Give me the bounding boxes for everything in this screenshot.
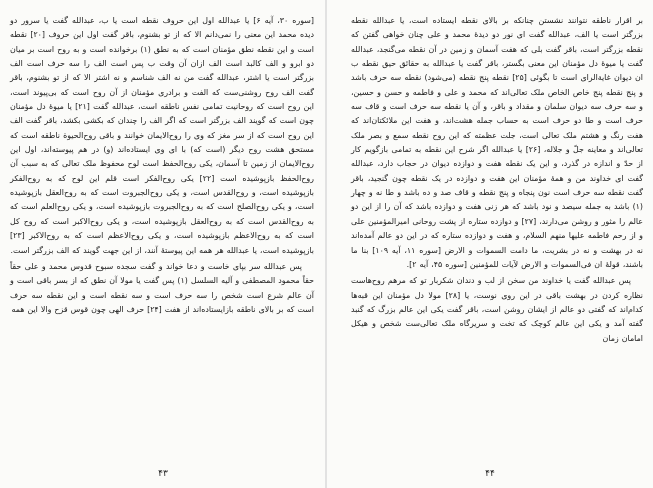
page-number: ۴۴ xyxy=(485,469,495,479)
paragraph: [سوره ۳۰، آیه ۶] یا عبدالله اول این حروف نقطه است یا ب، عبدالله گفت یا سرور دو دیده محمد این معنی را نمی‌دانم الا که از تو بشنوم، باقر گفت اول این حروف [۲۰] نقطه است و این نقطه نطق مؤمنان است که به نطق (۱) برخوانده است و به روح است بر میان دو ابرو و الف کالبد است الف ازان آن وقت ب پس است الف را سه حرف است الف بزرگتر است یا اشتر، عبدالله گفت من نه الف شناسم و نه اشتر الا که از تو بشنوم، باقر گفت الف روح روشنی‌ست که الفت و برادری مؤمنان از آن روح است که بی‌پیوند است، این روح است که روحانیت تمامی نفس ناطقه است، عبدالله گفت [۲۱] یا میوهٔ دل مؤمنان چون است که گویند الف بزرگتر است که اگر الف را چندان که بکشی بکشد، باقر گفت الف این روح است که از سر مغز که وی را روح‌الایمان خوانند و باقی روح‌الحیوة ناطقه است که مستحق هشت روح دیگر (است که) با ای وی ایستاده‌اند (و) در هم پیوسته‌اند، اول این روح‌الایمان از زمین تا آسمان، یکی روح‌الحفظ است لوح محفوظ ملک تعالی که به سبب آن روح‌الحفظ بازپوشیده است [۲۲] یکی روح‌الفکر است قلم این لوح که به روح‌الفکر بازپوشیده است، و روح‌القدس است، و یکی روح‌الجبروت است که به روح‌العقل بازپوشیده است، و یکی روح‌الصلح است که به روح‌الجبروت بازپوشیده است، و یکی روح‌العلم است که به روح‌القدس است که به روح‌العقل بازپوشیده است، و یکی روح‌الاکبر است که روح کل است که به روح‌الاعظم بازپوشیده است، و یکی روح‌الاعظم است که به روح‌الاکبر [۲۳] بازپوشیده است، یا عبدالله هر همه این پیوستهٔ آنند، از این جهت گویند که الف بزرگتر است. xyxy=(10,16,314,255)
left-page xyxy=(0,0,326,488)
right-page xyxy=(327,0,653,488)
left-page-text xyxy=(10,14,314,317)
paragraph: پس عبدالله سر بپای خاست و دعا خواند و گفت سجده سبوح قدوس محمد و علی حقاً حقاً محمود المصطفی و آلیه السلسل (۱) پس گفت یا مولا آن نطق که از بسر باقی است و آن عالم شرع است شخص را سه حرف است و سه نقطه است و این نقطه سه حرف است که بر بالای ناطقه بازایستاده‌اند از هفت [۲۴] حرف الهی چون قوس قزح والا این همه xyxy=(10,261,314,314)
page-number: ۴۳ xyxy=(158,469,168,479)
paragraph: پس عبدالله گفت یا خداوند من سخن از لب و دندان شکربار تو که مرهم روح‌هاست نظاره کردن در بهشت باقی در این روی نوست، یا [۲۸] مولا دل مؤمنان این قبه‌ها کدام‌اند که گفتی دو عالم از ایشان روشن است، باقر گفت یکی این عالم بزرگ که گنبد گفته آمد و یکی این عالم کوچک که تخت و سریرگاه ملک تعالی‌ست شخص و هیکل امامان زمان xyxy=(351,276,643,343)
paragraph: بر اقرار ناطقه نتوانند نشستن چنانکه بر بالای نقطه ایستاده است، یا عبدالله نقطه بزرگتر است یا الف، عبدالله گفت ای نور دو دیدهٔ محمد و علی چنان خواهی گفتن که نقطه بزرگتر است، باقر گفت بلی که هفت آسمان و زمین در آن نقطه می‌گنجد، عبدالله گفت یا میوهٔ دل مؤمنان این معنی بگستر، باقر گفت یا عبدالله به حقائق حیق نقطه ب ان دیوان غایةالراى است تا بگوئی [۲۵] نقطه پنج نقطه (می‌شود) نقطه سه حرف باشد و پنج نقطه پنج خاص الخاص ملک تعالی‌اند که محمد و علی و فاطمه و حسن و حسین، و سه حرف سه دیوان سلمان و مقداد و باقر، و آن یا نقطه سه حرف است و قاف سه حرف است و طا دو حرف است به حساب جمله هشت‌اند، و هفت این ملائکتان‌اند که هفت رنگ و هشتم ملک تعالی است، جلت عظمته که این روح نقطه سمع و بصر ملک تعالی‌اند و معاینه جلّ و جلاله، [۲۶] یا عبدالله اگر شرح این نقطه به تمامی بازگویم کار از حدّ و اندازه در گذرد، و این یک نقطه هفت و دوازده دیوان در حجاب دارد، عبدالله گفت ای خداوند من و همهٔ مؤمنان این هفت و دوازده در یک نقطه چون گنجید، باقر گفت نقطه سه حرف است نون پنجاه و پنج نقطه و قاف صد و ده باشد و طا نه و چهار (۱) باشد به جمله سیصد و نود باشد که هر زنی هفت و دوازده باشد که آن را از این دو عالم را مثور و روشن می‌دارند، [۲۷] و دوازده ستاره از پشت روحانی امیرالمؤمنین علی و از رحم فاطمه علیها منهم السلام، و هفت و دوازده ستاره که در این دو عالم آمده‌اند نه در بهشت و نه در بشریت، ما دامت السموات و الارض [سوره ۱۱، آیه ۱۰۹] بنا ما باشند، قوله‌ٔ ان فی‌السموات و الارض لآیات للمؤمنین [سوره ۴۵، آیه ۲]. xyxy=(351,16,644,269)
right-page-text xyxy=(351,14,643,346)
